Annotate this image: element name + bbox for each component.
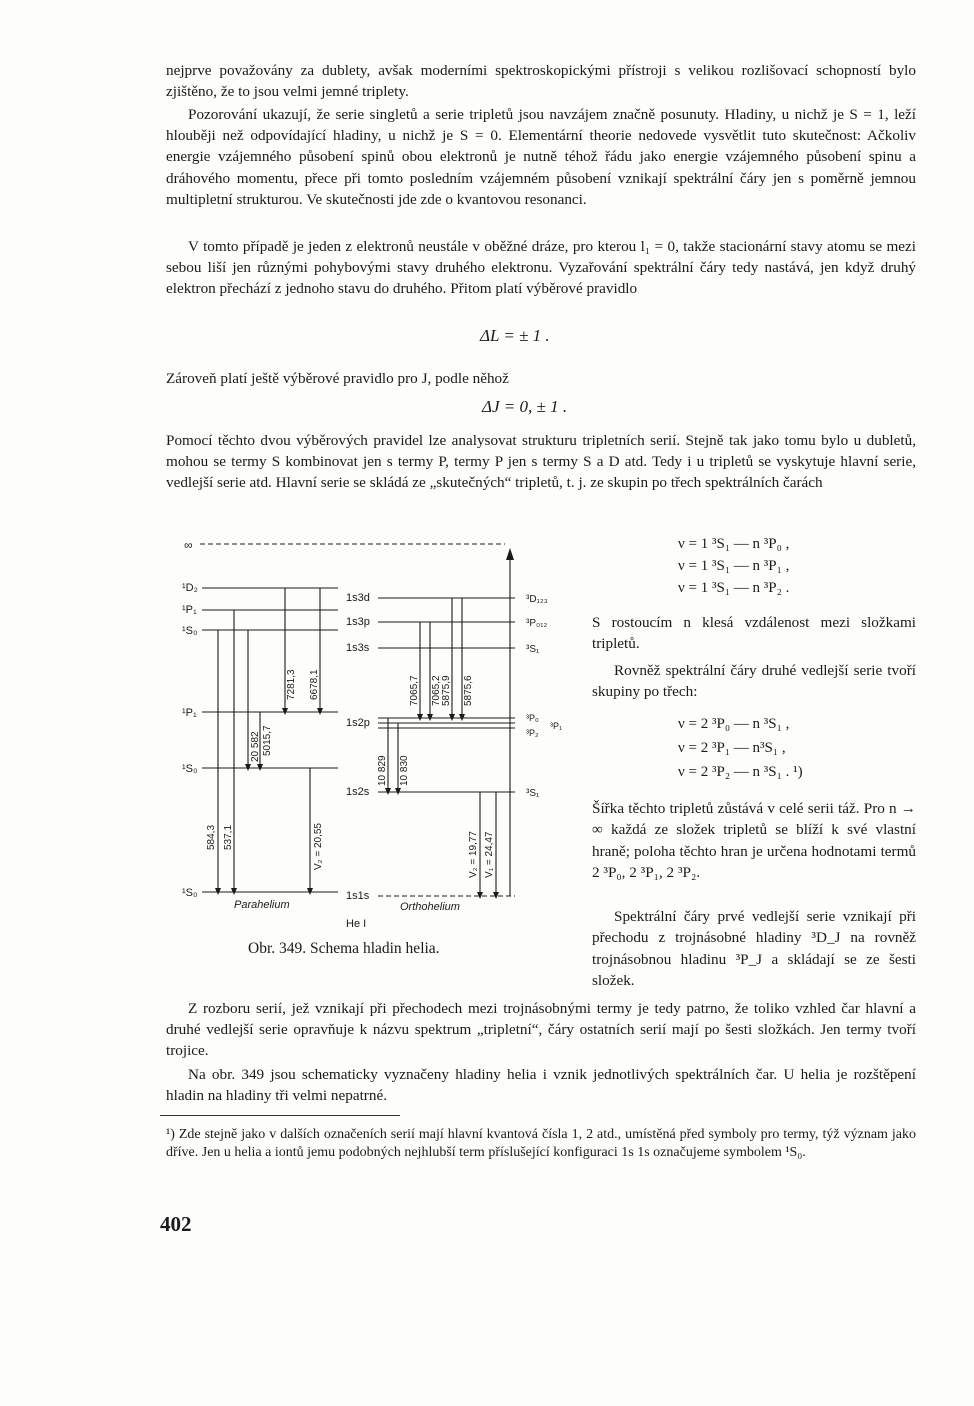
orthohelium-label: Orthohelium xyxy=(400,901,460,913)
para-line-label: 584,3 xyxy=(206,824,217,850)
paragraph-width: Šířka těchto tripletů zůstává v celé serii táž. Pro n → ∞ každá ze složek tripletů se blíží k své vlastní hraně; poloha těchto hran je určena hodnotami termů 2 ³P₀, 2 ³P₁, 2 ³P₂. xyxy=(592,800,916,882)
ortho-term-label: ³D₁₂₃ xyxy=(526,594,548,605)
infinity-label: ∞ xyxy=(184,538,193,552)
paragraph-figure-ref: Na obr. 349 jsou schematicky vyznačeny hladiny helia i vznik jednotlivých spektrálních čar. U helia je rozštěpení hladin na hladiny tři velmi nepatrné. xyxy=(166,1066,916,1105)
page-number: 402 xyxy=(160,1212,192,1236)
para-level-label: ¹P₁ xyxy=(182,604,197,616)
ortho-level-label: 1s2s xyxy=(346,786,370,798)
ortho-term-label: ³P₀₁₂ xyxy=(526,618,548,629)
ortho-level-label: 1s3s xyxy=(346,642,370,654)
parahelium-label: Parahelium xyxy=(234,899,290,911)
helium-level-diagram xyxy=(160,530,580,930)
ortho-line-label: 10 830 xyxy=(399,755,410,786)
para-level-label: ¹S₀ xyxy=(182,763,198,775)
formula-principal-0: ν = 1 ³S₁ — n ³P₀ , xyxy=(678,536,790,552)
paragraph-triplets: Pomocí těchto dvou výběrových pravidel lze analysovat strukturu tripletních serií. Stejně tak jako tomu bylo u dubletů, mohou se termy S kombinovat jen s termy P, termy P jen s termy S a D atd. Tedy i u tripletů se vyskytuje hlavní serie, vedlejší serie atd. Hlavní serie se skládá ze „skutečných“ tripletů, t. j. ze skupin po třech spektrálních čarách xyxy=(166,432,916,492)
formula-principal-2: ν = 1 ³S₁ — n ³P₂ . xyxy=(678,580,790,596)
para-line-label: V₂ = 20,55 xyxy=(313,823,324,870)
diagram-title: He I xyxy=(346,918,367,930)
formula-principal-1: ν = 1 ³S₁ — n ³P₁ , xyxy=(678,558,790,574)
ortho-level-label: 1s2p xyxy=(346,717,370,729)
ortho-level-label: 1s3d xyxy=(346,592,370,604)
ortho-line-label: 5875,6 xyxy=(463,675,474,706)
para-level-label: ¹S₀ xyxy=(182,625,198,637)
ortho-line-label: V₂ = 19,77 xyxy=(468,831,479,878)
ortho-level-label: 1s1s xyxy=(346,890,370,902)
formula-second-2: ν = 2 ³P₂ — n ³S₁ . ¹) xyxy=(678,764,803,780)
paragraph-analysis: Z rozboru serií, jež vznikají při přechodech mezi trojnásobnými termy je tedy patrno, že toliko vzhled čar hlavní a druhé vedlejší serie opravňuje k názvu spektrum „tripletní“, čáry ostatních serií mají po šesti složkách. Jen termy tvoří trojice. xyxy=(166,1000,916,1060)
para-line-label: 537,1 xyxy=(223,824,234,850)
equation-delta-j: ΔJ = 0, ± 1 . xyxy=(482,397,568,416)
paragraph-intro: nejprve považovány za dublety, avšak moderními spektroskopickými přístroji s velikou rozlišovací schopností bylo zjištěno, že to jsou velmi jemné triplety. xyxy=(166,62,916,101)
ortho-line-label: 7065,2 xyxy=(431,675,442,706)
paragraph-observation: Pozorování ukazují, že serie singletů a serie tripletů jsou navzájem značně posunuty. Hladiny, u nichž je S = 1, leží hlouběji než odpovídající hladiny, u nichž je S = 0. Elementární theorie nedovede vysvětlit tuto skutečnost: Ačkoliv energie vzájemného působení spinů obou elektronů je nutně téhož řádu jako energie vzájemného působení spinu a dráhového momentu, přece při tomto posledním vzájemném působení vznikají spektrální čáry jen s poměrně jemnou multipletní strukturou. Ve skutečnosti jde zde o kvantovou resonanci. xyxy=(166,106,916,208)
paragraph-distance: S rostoucím n klesá vzdálenost mezi složkami tripletů. xyxy=(592,614,916,653)
para-level-label: ¹P₁ xyxy=(182,707,197,719)
paragraph-j-rule: Zároveň platí ještě výběrové pravidlo pro J, podle něhož xyxy=(166,370,509,387)
ortho-term-label: ³S₁ xyxy=(526,788,540,799)
formula-second-1: ν = 2 ³P₁ — n³S₁ , xyxy=(678,740,786,756)
para-line-label: 7281,3 xyxy=(286,669,297,700)
paragraph-second-series: Rovněž spektrální čáry druhé vedlejší serie tvoří skupiny po třech: xyxy=(592,662,916,701)
formula-second-0: ν = 2 ³P₀ — n ³S₁ , xyxy=(678,716,790,732)
ortho-level-label: 1s3p xyxy=(346,616,370,628)
para-line-label: 20 582 xyxy=(250,731,261,762)
ortho-term-label: ³P₁ xyxy=(550,721,563,731)
para-line-label: 6678,1 xyxy=(309,669,320,700)
paragraph-first-series: Spektrální čáry prvé vedlejší serie vznikají při přechodu z trojnásobné hladiny ³D_J na rovněž trojnásobnou hladinu ³P_J a skládají se ze šesti složek. xyxy=(592,908,916,990)
equation-delta-l: ΔL = ± 1 . xyxy=(480,326,550,345)
ortho-term-label: ³P₀ xyxy=(526,713,539,723)
ortho-term-label: ³P₂ xyxy=(526,728,539,738)
para-level-label: ¹S₀ xyxy=(182,887,198,899)
ortho-line-label: 7065,7 xyxy=(409,675,420,706)
ortho-line-label: V₁ = 24,47 xyxy=(484,831,495,878)
ortho-line-label: 5875,9 xyxy=(441,675,452,706)
para-line-label: 5015,7 xyxy=(262,725,273,756)
para-level-label: ¹D₂ xyxy=(182,582,198,594)
figure-caption: Obr. 349. Schema hladin helia. xyxy=(248,940,440,957)
footnote-rule xyxy=(160,1115,400,1116)
ortho-line-label: 10 829 xyxy=(377,755,388,786)
footnote: ¹) Zde stejně jako v dalších označeních serií mají hlavní kvantová čísla 1, 2 atd., umístěná před symboly pro termy, týž význam jako dříve. Jen u helia a iontů jemu podobných nejhlubší term příslušející konfiguraci 1s 1s označujeme symbolem ¹S₀. xyxy=(166,1127,916,1160)
paragraph-selection: V tomto případě je jeden z elektronů neustále v oběžné dráze, pro kterou l₁ = 0, takže stacionární stavy atomu se mezi sebou liší jen různými pohybovými stavy druhého elektronu. Vyzařování spektrální čáry tedy nastává, jen když druhý elektron přechází z jednoho stavu do druhého. Přitom platí výběrové pravidlo xyxy=(166,238,916,298)
ortho-term-label: ³S₁ xyxy=(526,644,540,655)
